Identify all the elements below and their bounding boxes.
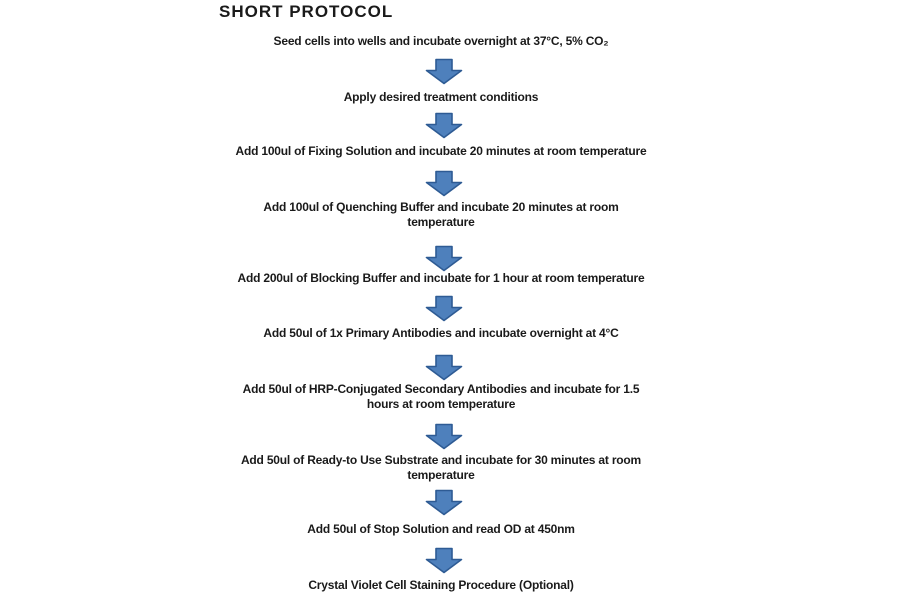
down-arrow-icon	[425, 112, 463, 139]
down-arrow-icon	[425, 295, 463, 322]
protocol-step-apply-treatment: Apply desired treatment conditions	[343, 90, 539, 104]
protocol-step-blocking-buffer: Add 200ul of Blocking Buffer and incubate for 1 hour at room temperature	[237, 271, 645, 285]
down-arrow-icon	[425, 58, 463, 85]
protocol-step-primary-antibodies: Add 50ul of 1x Primary Antibodies and incubate overnight at 4°C	[263, 326, 619, 340]
down-arrow-icon	[425, 170, 463, 197]
protocol-step-seed-cells: Seed cells into wells and incubate overnight at 37°C, 5% CO₂	[273, 34, 609, 48]
down-arrow-icon	[425, 354, 463, 381]
down-arrow-icon	[425, 547, 463, 574]
page-title: SHORT PROTOCOL	[219, 2, 394, 21]
down-arrow-icon	[425, 423, 463, 450]
down-arrow-icon	[425, 489, 463, 516]
protocol-step-crystal-violet: Crystal Violet Cell Staining Procedure (Optional)	[308, 578, 574, 592]
protocol-step-secondary-antibodies: Add 50ul of HRP-Conjugated Secondary Antibodies and incubate for 1.5 hours at room temperature	[242, 382, 640, 411]
protocol-step-fixing-solution: Add 100ul of Fixing Solution and incubate 20 minutes at room temperature	[235, 144, 647, 158]
protocol-step-substrate: Add 50ul of Ready-to Use Substrate and incubate for 30 minutes at room temperature	[240, 453, 642, 482]
protocol-step-quenching-buffer: Add 100ul of Quenching Buffer and incubate 20 minutes at room temperature	[263, 200, 619, 229]
down-arrow-icon	[425, 245, 463, 272]
protocol-step-stop-solution: Add 50ul of Stop Solution and read OD at 450nm	[307, 522, 575, 536]
